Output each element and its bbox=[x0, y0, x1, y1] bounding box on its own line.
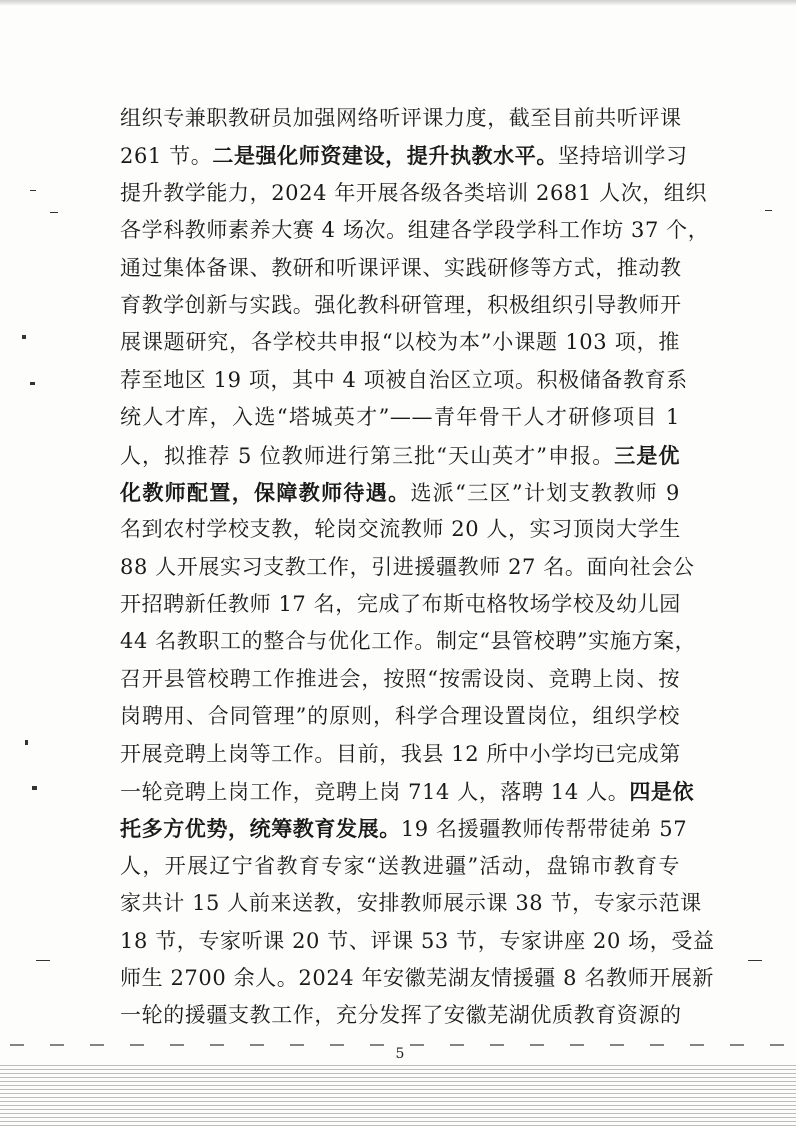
bold-heading-text: 四是依 bbox=[629, 779, 695, 805]
text-line bbox=[120, 549, 695, 586]
page-number: 5 bbox=[395, 1046, 405, 1062]
scan-speck bbox=[765, 210, 772, 211]
text-line bbox=[120, 698, 680, 735]
text-run: 人，拟推荐 5 位教师进行第三批“天山英才”申报。 bbox=[120, 443, 615, 468]
body-text bbox=[120, 100, 715, 1035]
text-line bbox=[120, 324, 680, 361]
text-run: 19 名援疆教师传帮带徒弟 57 bbox=[400, 817, 688, 842]
text-run: 组织专兼职教研员加强网络听评课力度，截至目前共听评课 bbox=[120, 106, 682, 130]
scan-speck bbox=[748, 960, 762, 961]
text-line bbox=[120, 736, 680, 773]
text-run: 人，开展辽宁省教育专家“送教进疆”活动，盘锦市教育专 bbox=[120, 853, 680, 878]
text-line bbox=[120, 212, 710, 249]
text-run: 18 节，专家听课 20 节、评课 53 节，专家讲座 20 场，受益 bbox=[120, 928, 715, 953]
text-line bbox=[120, 100, 680, 137]
text-run: 师生 2700 余人。2024 年安徽芜湖友情援疆 8 名教师开展新 bbox=[120, 965, 715, 990]
bold-heading-text: 二是强化师资建设，提升执教水平。 bbox=[212, 143, 558, 169]
text-line bbox=[120, 960, 715, 997]
text-run: 育教学创新与实践。强化教科研管理，积极组织引导教师开 bbox=[120, 292, 682, 317]
text-line bbox=[120, 885, 702, 922]
scan-speck bbox=[30, 382, 35, 385]
text-run: 88 人开展实习支教工作，引进援疆教师 27 名。面向社会公 bbox=[120, 554, 695, 579]
text-run: 开招聘新任教师 17 名，完成了布斯屯格牧场学校及幼儿园 bbox=[120, 592, 681, 617]
text-line bbox=[120, 250, 680, 287]
text-run: 提升教学能力，2024 年开展各级各类培训 2681 人次，组织 bbox=[120, 180, 708, 205]
text-run: 各学科教师素养大赛 4 场次。组建各学段学科工作坊 37 个， bbox=[120, 218, 710, 243]
text-line bbox=[120, 137, 688, 174]
text-run: 家共计 15 人前来送教，安排教师展示课 38 节，专家示范课 bbox=[120, 891, 702, 916]
bold-heading-text: 托多方优势，统筹教育发展。 bbox=[120, 816, 401, 842]
text-line bbox=[120, 362, 688, 399]
text-line bbox=[120, 399, 680, 436]
text-run: 一轮竞聘上岗工作，竞聘上岗 714 人，落聘 14 人。 bbox=[120, 780, 630, 805]
scan-dash-artifact bbox=[10, 1044, 786, 1046]
scan-speck bbox=[30, 190, 36, 191]
text-run: 通过集体备课、教研和听课评课、实践研修等方式，推动教 bbox=[120, 255, 682, 280]
scan-speck bbox=[50, 212, 58, 213]
text-run: 召开县管校聘工作推进会，按照“按需设岗、竞聘上岗、按 bbox=[120, 666, 680, 691]
text-line bbox=[120, 923, 715, 960]
scan-speck bbox=[22, 335, 26, 339]
text-line bbox=[120, 810, 688, 847]
text-line bbox=[120, 661, 680, 698]
text-line bbox=[120, 287, 680, 324]
scan-speck bbox=[25, 740, 28, 745]
text-run: 选派“三区”计划支教教师 9 bbox=[410, 480, 680, 505]
scan-edge-bottom bbox=[0, 1064, 796, 1126]
text-line bbox=[120, 623, 697, 660]
text-line bbox=[120, 586, 680, 623]
text-run: 一轮的援疆支教工作，充分发挥了安徽芜湖优质教育资源的 bbox=[120, 1003, 682, 1028]
bold-heading-text: 三是优 bbox=[614, 442, 680, 468]
text-run: 44 名教职工的整合与优化工作。制定“县管校聘”实施方案， bbox=[120, 629, 697, 654]
text-run: 荐至地区 19 项，其中 4 项被自治区立项。积极储备教育系 bbox=[120, 367, 688, 392]
scan-edge-top bbox=[0, 0, 796, 6]
text-run: 261 节。 bbox=[120, 144, 213, 169]
text-line bbox=[120, 511, 680, 548]
text-line bbox=[120, 997, 680, 1034]
text-line bbox=[120, 437, 680, 474]
text-run: 统人才库，入选“塔城英才”——青年骨干人才研修项目 1 bbox=[120, 405, 680, 430]
text-run: 坚持培训学习 bbox=[557, 144, 688, 169]
bold-heading-text: 化教师配置，保障教师待遇。 bbox=[120, 479, 411, 505]
text-run: 展课题研究，各学校共申报“以校为本”小课题 103 项，推 bbox=[120, 330, 680, 355]
text-run: 开展竞聘上岗等工作。目前，我县 12 所中小学均已完成第 bbox=[120, 741, 681, 766]
text-run: 名到农村学校支教，轮岗交流教师 20 人，实习顶岗大学生 bbox=[120, 517, 681, 542]
text-run: 岗聘用、合同管理”的原则，科学合理设置岗位，组织学校 bbox=[120, 704, 680, 729]
text-line bbox=[120, 773, 695, 810]
scan-speck bbox=[36, 960, 50, 961]
scan-speck bbox=[32, 786, 37, 790]
text-line bbox=[120, 175, 708, 212]
text-line bbox=[120, 848, 680, 885]
text-line bbox=[120, 474, 680, 511]
